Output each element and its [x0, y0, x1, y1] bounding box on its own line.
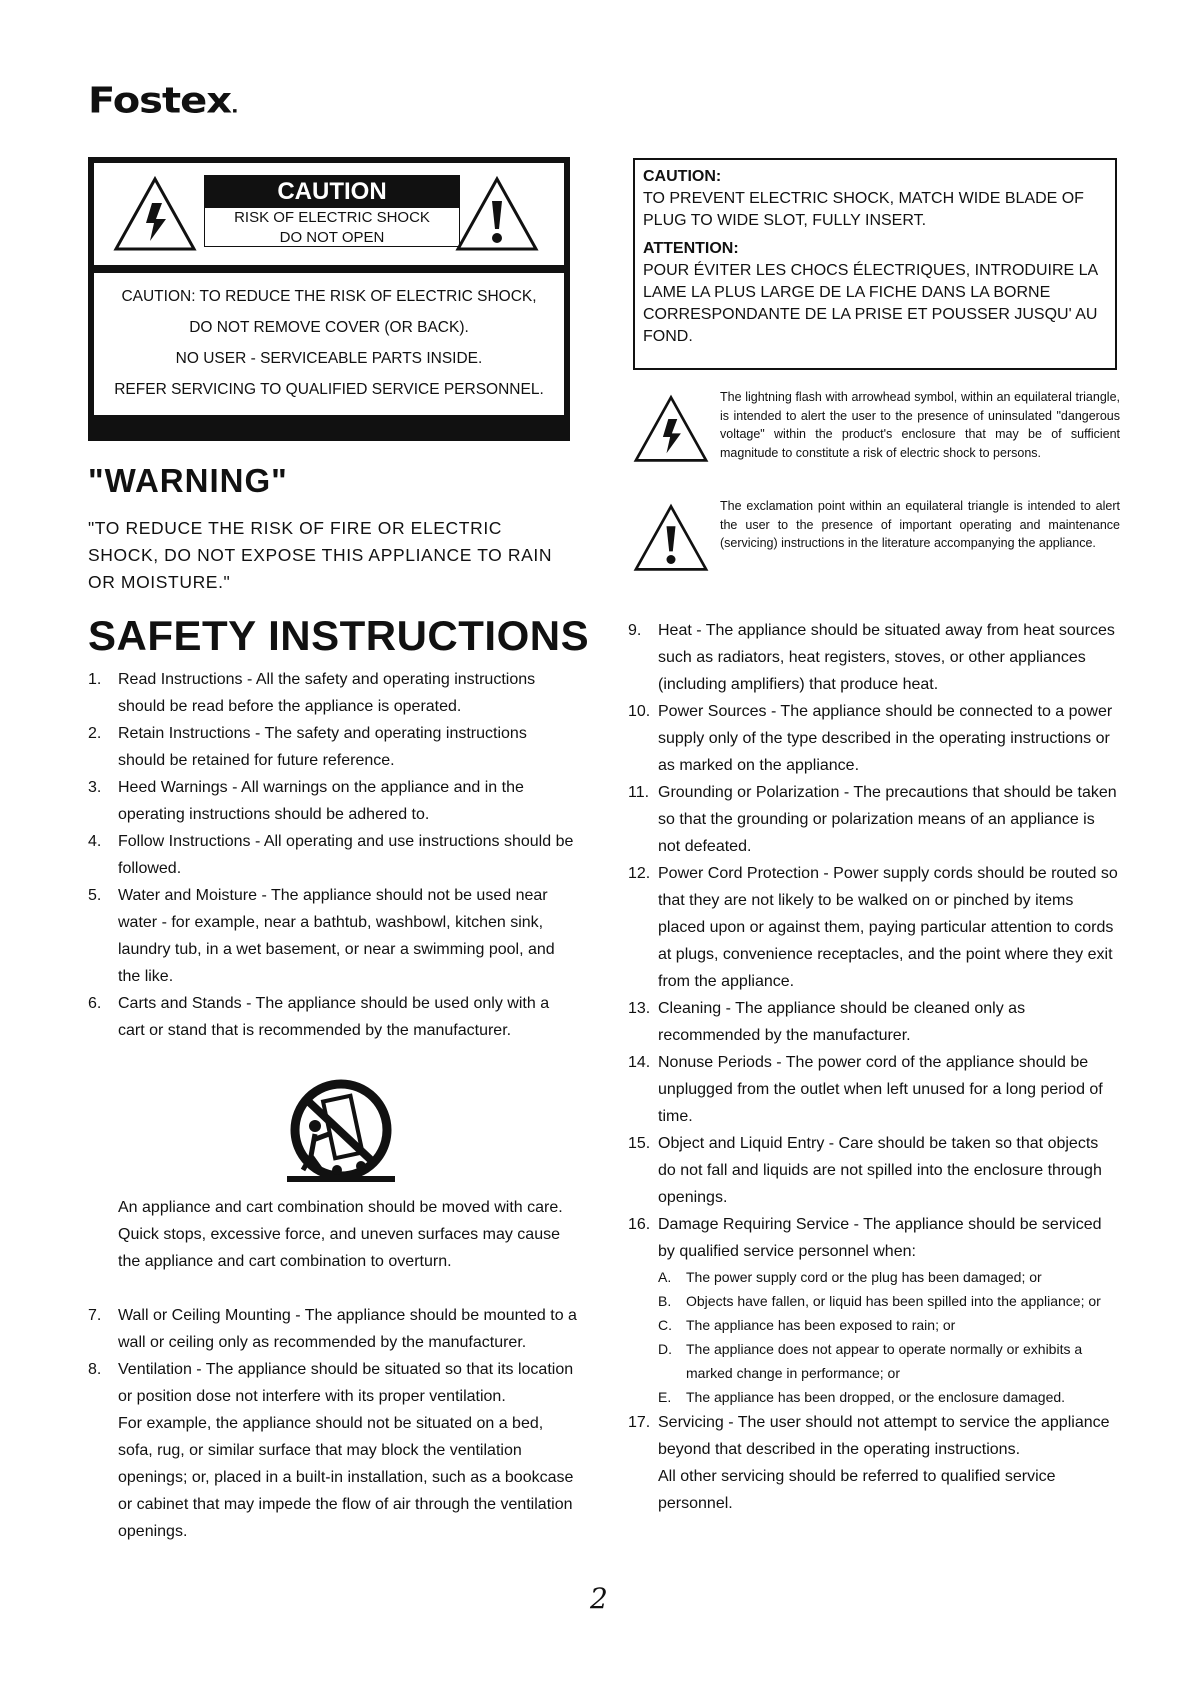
warning-title: "WARNING" [88, 462, 288, 499]
caution-center-label [204, 175, 460, 247]
list-item: 16. Damage Requiring Service - The appliance should be serviced by qualified service personnel when: [628, 1216, 1102, 1260]
list-item: 17. Servicing - The user should not attempt to service the appliance beyond that described in the operating instructions. [628, 1414, 1110, 1458]
safety-list-left-2 [88, 1302, 578, 1545]
exclamation-symbol-text: The exclamation point within an equilateral triangle is intended to alert the user to the presence of important operating and maintenance (servicing) instructions in the literature accompanying the appliance. [720, 499, 1120, 550]
list-item: 5. Water and Moisture - The appliance should not be used near water - for example, near a bathtub, washbowl, kitchen sink, laundry tub, in a wet basement, or near a swimming pool, and the like. [88, 887, 555, 985]
caution-label-box [88, 157, 570, 441]
sub-list-item: D. The appliance does not appear to operate normally or exhibits a marked change in performance; or [658, 1341, 1083, 1381]
caution-body-line: NO USER - SERVICEABLE PARTS INSIDE. [175, 350, 483, 367]
sub-list-item: C. The appliance has been exposed to rain; or [658, 1317, 956, 1333]
safety-instructions-title: SAFETY INSTRUCTIONS [88, 612, 590, 659]
caution-body-line: CAUTION: TO REDUCE THE RISK OF ELECTRIC SHOCK, [121, 288, 537, 305]
caution-title: CAUTION [205, 176, 459, 208]
list-item: 10. Power Sources - The appliance should be connected to a power supply only of the type described in the operating instructions or as marked on the appliance. [628, 703, 1113, 774]
list-item: 4. Follow Instructions - All operating and use instructions should be followed. [88, 833, 574, 877]
list-item: 2. Retain Instructions - The safety and operating instructions should be retained for future reference. [88, 725, 527, 769]
caution-body-line: DO NOT REMOVE COVER (OR BACK). [189, 319, 469, 336]
exclamation-symbol-explanation [632, 497, 1122, 577]
list-item-extra: For example, the appliance should not be situated on a bed, sofa, rug, or similar surface that may block the ventilation openings; or, placed in a built-in installation, such as a bookcase or cabinet that may impede the flow of air through the ventilation openings. [118, 1415, 574, 1540]
caution-line-1: RISK OF ELECTRIC SHOCK [234, 209, 430, 226]
list-item: 6. Carts and Stands - The appliance should be used only with a cart or stand that is recommended by the manufacturer. [88, 995, 550, 1039]
caution-label-bottom-bar [94, 415, 564, 435]
page-number: 2 [590, 1582, 608, 1615]
plug-caution-box [633, 158, 1117, 370]
list-item: 13. Cleaning - The appliance should be cleaned only as recommended by the manufacturer. [628, 1000, 1026, 1044]
safety-list-right [628, 617, 1118, 1517]
lightning-symbol-explanation [632, 388, 1122, 483]
list-item: 14. Nonuse Periods - The power cord of the appliance should be unplugged from the outlet when left unused for a long period of time. [628, 1054, 1103, 1125]
sub-list [628, 1265, 1118, 1409]
list-item: 15. Object and Liquid Entry - Care should be taken so that objects do not fall and liquids are not spilled into the enclosure through openings. [628, 1135, 1102, 1206]
sub-list-item: E. The appliance has been dropped, or the enclosure damaged. [658, 1389, 1066, 1405]
caution-label-body [94, 281, 564, 405]
lightning-warning-icon [112, 173, 198, 253]
caution-line-2: DO NOT OPEN [279, 229, 385, 246]
warning-text: "TO REDUCE THE RISK OF FIRE OR ELECTRIC SHOCK, DO NOT EXPOSE THIS APPLIANCE TO RAIN OR MOISTURE." [88, 518, 553, 592]
sub-list-item: A. The power supply cord or the plug has been damaged; or [658, 1269, 1042, 1285]
safety-list-left [88, 666, 578, 1044]
list-item-extra: All other servicing should be referred to qualified service personnel. [658, 1468, 1056, 1512]
list-item: 12. Power Cord Protection - Power supply cords should be routed so that they are not likely to be walked on or pinched by items placed upon or against them, paying particular attention to cords at plugs, convenience receptacles, and the point where they exit from the appliance. [628, 865, 1118, 990]
brand-logo: Fostex. [88, 80, 238, 122]
sub-list-item: B. Objects have fallen, or liquid has been spilled into the appliance; or [658, 1293, 1101, 1309]
attention-heading: ATTENTION: [643, 240, 739, 257]
list-item: 9. Heat - The appliance should be situated away from heat sources such as radiators, heat registers, stoves, or other appliances (including amplifiers) that produce heat. [628, 622, 1115, 693]
caution-body-line: REFER SERVICING TO QUALIFIED SERVICE PERSONNEL. [114, 381, 544, 398]
exclamation-warning-icon [632, 501, 710, 573]
attention-text: POUR ÉVITER LES CHOCS ÉLECTRIQUES, INTRODUIRE LA LAME LA PLUS LARGE DE LA FICHE DANS LA BORNE CORRESPONDANTE DE LA PRISE ET POUSSER JUSQU' AU FOND. [643, 262, 1098, 345]
list-item: 8. Ventilation - The appliance should be situated so that its location or position dose not interfere with its proper ventilation. [88, 1361, 574, 1405]
caution-text: TO PREVENT ELECTRIC SHOCK, MATCH WIDE BLADE OF PLUG TO WIDE SLOT, FULLY INSERT. [643, 190, 1084, 229]
exclamation-warning-icon [454, 173, 540, 253]
list-item: 11. Grounding or Polarization - The precautions that should be taken so that the grounding or polarization means of an appliance is not defeated. [628, 784, 1117, 855]
list-item: 3. Heed Warnings - All warnings on the appliance and in the operating instructions should be adhered to. [88, 779, 524, 823]
caution-heading: CAUTION: [643, 168, 722, 185]
caution-label-header [94, 163, 564, 273]
list-item: 7. Wall or Ceiling Mounting - The appliance should be mounted to a wall or ceiling only as recommended by the manufacturer. [88, 1307, 577, 1351]
list-item: 1. Read Instructions - All the safety and operating instructions should be read before the appliance is operated. [88, 671, 536, 715]
cart-tipover-icon [285, 1078, 397, 1188]
lightning-symbol-text: The lightning flash with arrowhead symbol, within an equilateral triangle, is intended to alert the user to the presence of uninsulated "dangerous voltage" within the product's enclosure that may be of sufficient magnitude to constitute a risk of electric shock to persons. [720, 390, 1120, 460]
lightning-warning-icon [632, 392, 710, 464]
cart-note: An appliance and cart combination should be moved with care. Quick stops, excessive force, and uneven surfaces may cause the appliance and cart combination to overturn. [118, 1199, 563, 1270]
